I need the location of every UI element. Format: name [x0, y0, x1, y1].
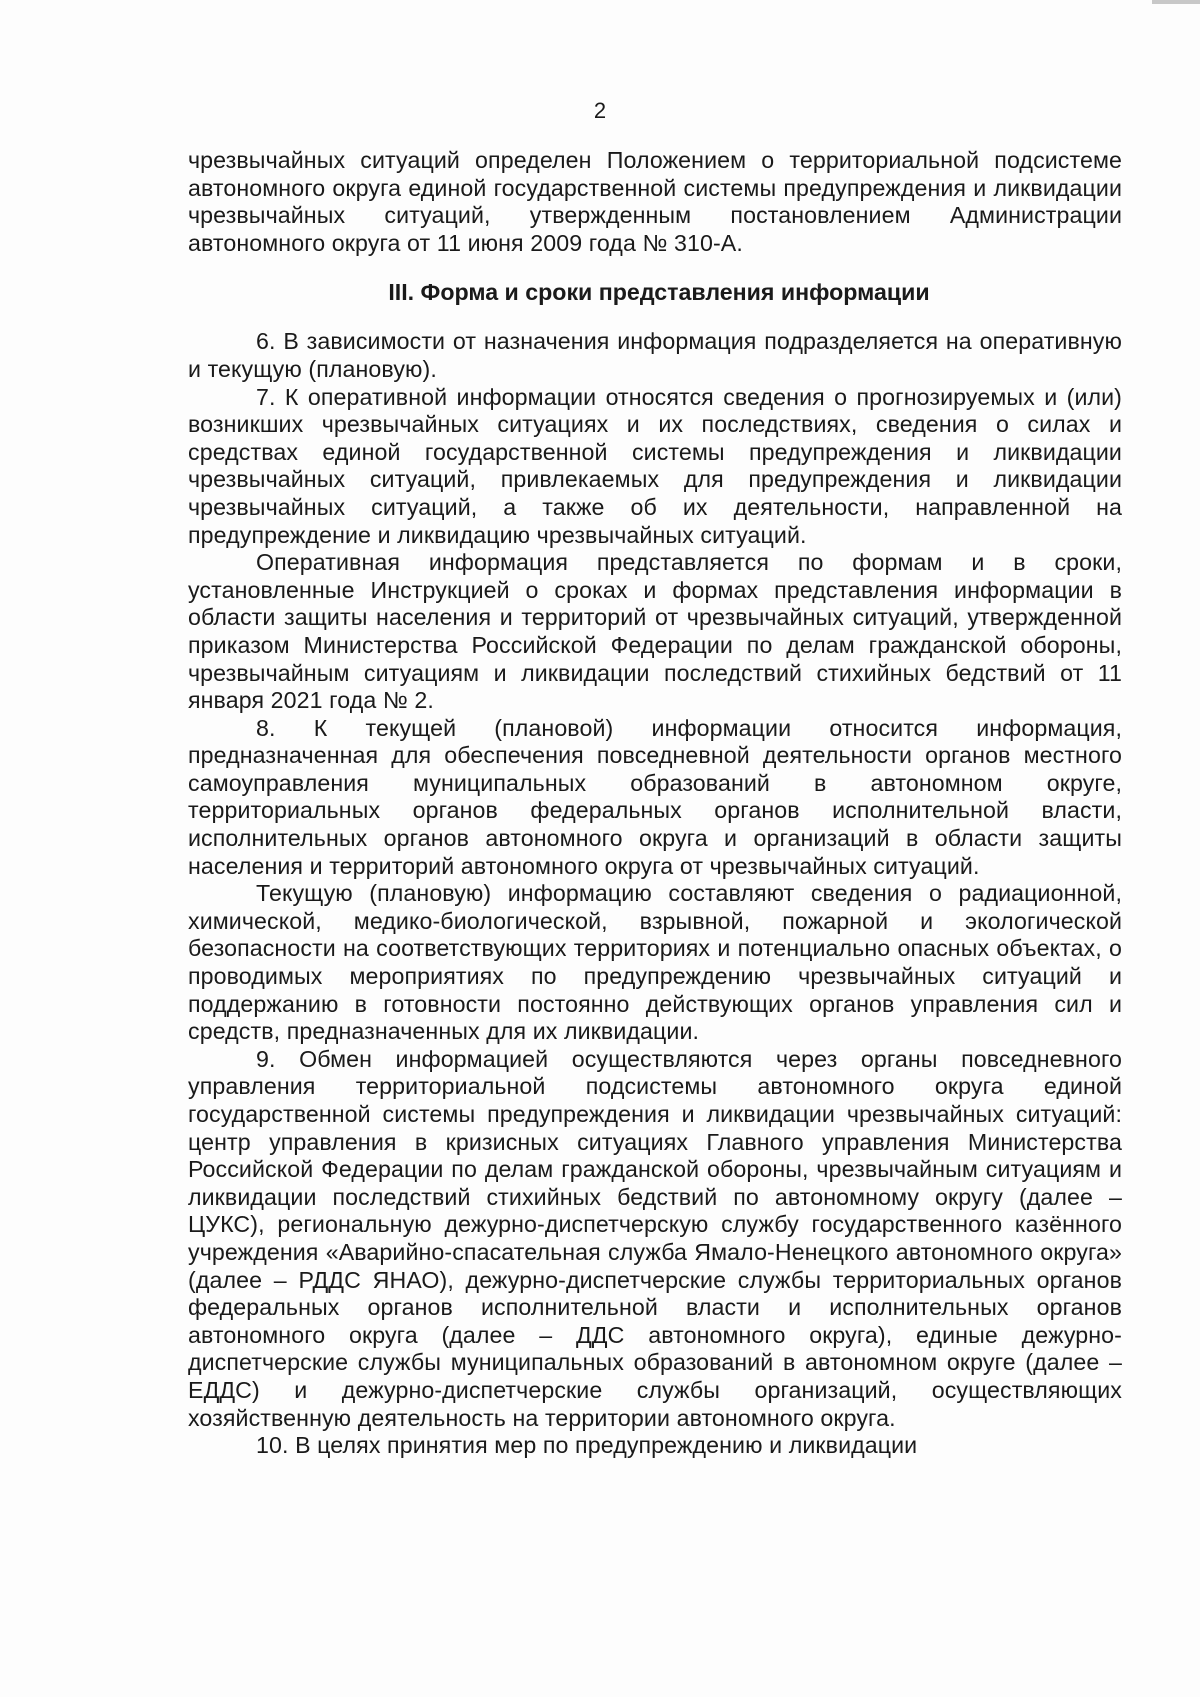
- paragraph-item-9: 9. Обмен информацией осуществляются через органы повседневного управления территориальной подсистемы автономного округа единой государственной системы предупреждения и ликвидации чрезвычайных ситуаций: центр управления в кризисных ситуациях Главного управления Министерства Российской Федерации по делам гражданской обороны, чрезвычайным ситуациям и ликвидации последствий стихийных бедствий по автономному округу (далее – ЦУКС), региональную дежурно-диспетчерскую службу государственного казённого учреждения «Аварийно-спасательная служба Ямало-Ненецкого автономного округа» (далее – РДДС ЯНАО), дежурно-диспетчерские службы территориальных органов федеральных органов исполнительной власти и исполнительных органов автономного округа (далее – ДДС автономного округа), единые дежурно-диспетчерские службы муниципальных образований в автономном округе (далее – ЕДДС) и дежурно-диспетчерские службы организаций, осуществляющих хозяйственную деятельность на территории автономного округа.: [188, 1045, 1122, 1431]
- document-body: [188, 147, 1122, 1460]
- paragraph-item-6: 6. В зависимости от назначения информация подразделяется на оперативную и текущую (плановую).: [188, 328, 1122, 382]
- paragraph-item-10: 10. В целях принятия мер по предупреждению и ликвидации: [256, 1432, 918, 1459]
- paragraph-continuation: чрезвычайных ситуаций определен Положением о территориальной подсистеме автономного округа единой государственной системы предупреждения и ликвидации чрезвычайных ситуаций, утвержденным постановлением Администрации автономного округа от 11 июня 2009 года № 310-А.: [188, 147, 1122, 256]
- scan-edge-mark: [1152, 0, 1200, 4]
- paragraph-item-8: 8. К текущей (плановой) информации относится информация, предназначенная для обеспечения повседневной деятельности органов местного самоуправления муниципальных образований в автономном округе, территориальных органов федеральных органов исполнительной власти, исполнительных органов автономного округа и организаций в области защиты населения и территорий автономного округа от чрезвычайных ситуаций.: [188, 714, 1122, 879]
- paragraph-item-7: 7. К оперативной информации относятся сведения о прогнозируемых и (или) возникших чрезвычайных ситуациях и их последствиях, сведения о силах и средствах единой государственной системы предупреждения и ликвидации чрезвычайных ситуаций, привлекаемых для предупреждения и ликвидации чрезвычайных ситуаций, а также об их деятельности, направленной на предупреждение и ликвидацию чрезвычайных ситуаций.: [188, 383, 1122, 548]
- paragraph-operational-info: Оперативная информация представляется по формам и в сроки, установленные Инструкцией о сроках и формах представления информации в области защиты населения и территорий от чрезвычайных ситуаций, утвержденной приказом Министерства Российской Федерации по делам гражданской обороны, чрезвычайным ситуациям и ликвидации последствий стихийных бедствий от 11 января 2021 года № 2.: [188, 549, 1122, 714]
- paragraph-current-info: Текущую (плановую) информацию составляют сведения о радиационной, химической, медико-биологической, взрывной, пожарной и экологической безопасности на соответствующих территориях и потенциально опасных объектах, о проводимых мероприятиях по предупреждению чрезвычайных ситуаций и поддержанию в готовности постоянно действующих органов управления сил и средств, предназначенных для их ликвидации.: [188, 880, 1122, 1045]
- section-heading: III. Форма и сроки представления информации: [388, 279, 930, 306]
- page-number: 2: [593, 98, 607, 123]
